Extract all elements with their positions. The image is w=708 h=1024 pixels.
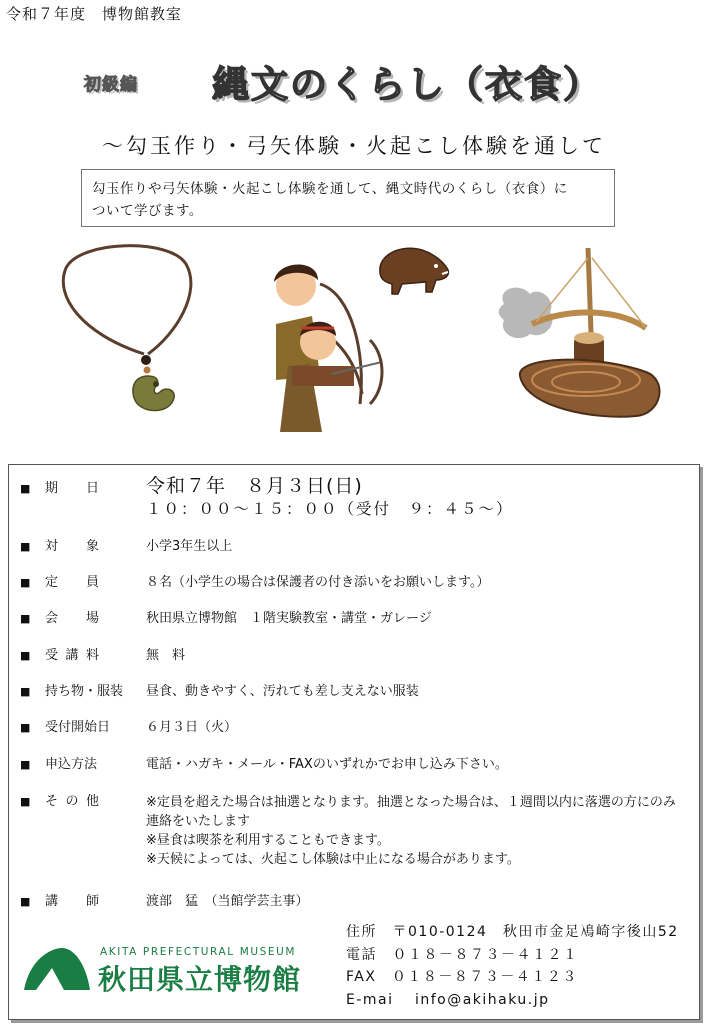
museum-mountain-icon (22, 944, 92, 996)
bullet-icon: ■ (20, 482, 31, 495)
other-note: 連絡をいたします (146, 814, 251, 829)
logo-japanese-text: 秋田県立博物館 (98, 963, 302, 996)
start-value: ６月３日（火） (146, 720, 238, 735)
start-label: 受付開始日 (45, 720, 111, 735)
other-notes (146, 793, 691, 869)
apply-value: 電話・ハガキ・メール・FAXのいずれかでお申し込み下さい。 (146, 757, 508, 772)
lecturer-value: 渡部 猛 （当館学芸主事） (146, 894, 309, 909)
date-time: １０：００～１５：００（受付 ９：４５～） (146, 500, 514, 518)
bullet-icon: ■ (20, 540, 31, 553)
venue-value: 秋田県立博物館 １階実験教室・講堂・ガレージ (146, 611, 432, 626)
fire-drill-illustration (496, 248, 666, 424)
target-label: 対 象 (45, 539, 99, 554)
logo-english-text: AKITA PREFECTURAL MUSEUM (100, 946, 297, 958)
header-label: 令和７年度 博物館教室 (6, 5, 183, 23)
lecturer-label: 講 師 (45, 894, 99, 909)
fee-label: 受 講 料 (45, 648, 99, 663)
other-note: ※定員を超えた場合は抽選となります。抽選となった場合は、１週間以内に落選の方にのみ (146, 795, 676, 810)
bullet-icon: ■ (20, 576, 31, 589)
bullet-icon: ■ (20, 685, 31, 698)
other-label: そ の 他 (45, 794, 99, 809)
bullet-icon: ■ (20, 612, 31, 625)
contact-phone: 電話 ０１８－８７３－４１２１ (346, 946, 579, 963)
apply-label: 申込方法 (45, 757, 98, 772)
fee-value: 無 料 (146, 648, 186, 663)
other-note: ※昼食は喫茶を利用することもできます。 (146, 833, 390, 848)
magatama-necklace-illustration (52, 242, 202, 422)
main-title: 縄文のくらし（衣食） (212, 63, 602, 106)
subtitle: ～勾玉作り・弓矢体験・火起こし体験を通して (102, 134, 606, 158)
bullet-icon: ■ (20, 895, 31, 908)
intro-line-1: 勾玉作りや弓矢体験・火起こし体験を通して、縄文時代のくらし（衣食）に (92, 181, 568, 197)
contact-address: 住所 〒010-0124 秋田市金足鳰崎字後山52 (346, 924, 679, 940)
belongings-label: 持ち物・服装 (45, 684, 124, 699)
capacity-label: 定 員 (45, 575, 99, 590)
target-value: 小学3年生以上 (146, 539, 233, 554)
other-note: ※天候によっては、火起こし体験は中止になる場合があります。 (146, 852, 520, 867)
date-main: 令和７年 ８月３日(日) (146, 475, 363, 497)
capacity-value: ８名（小学生の場合は保護者の付き添いをお願いします。） (146, 575, 490, 590)
contact-fax: FAX ０１８－８７３－４１２３ (346, 969, 578, 985)
intro-box (81, 169, 615, 227)
archers-illustration (262, 254, 392, 434)
date-value (146, 474, 691, 520)
belongings-value: 昼食、動きやすく、汚れても差し支えない服装 (146, 684, 419, 699)
bullet-icon: ■ (20, 721, 31, 734)
level-badge: 初級編 (84, 75, 138, 95)
bullet-icon: ■ (20, 758, 31, 771)
bullet-icon: ■ (20, 795, 31, 808)
museum-logo (22, 944, 312, 1000)
bullet-icon: ■ (20, 649, 31, 662)
intro-line-2: ついて学びます。 (92, 203, 203, 219)
contact-block (346, 921, 679, 1011)
contact-email[interactable]: E-mai info@akihaku.jp (346, 991, 550, 1008)
venue-label: 会 場 (45, 611, 99, 626)
date-label: 期 日 (45, 481, 99, 496)
